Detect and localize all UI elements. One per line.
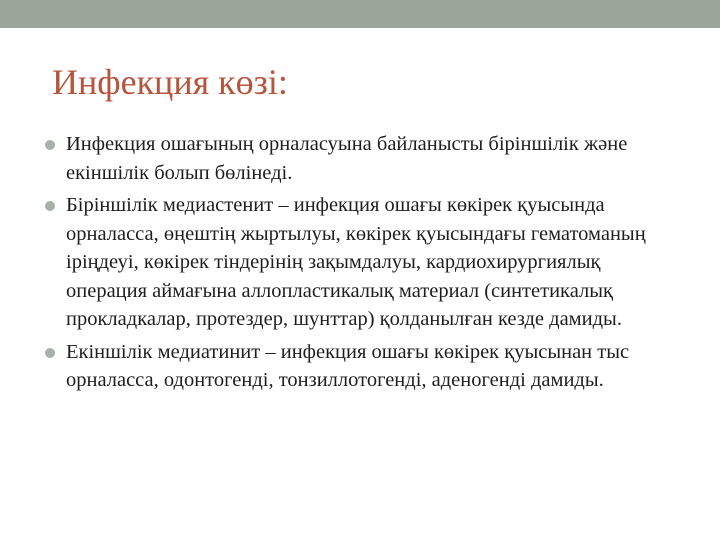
bullet-text: Біріншілік медиастенит – инфекция ошағы көкірек қуысында орналасса, өңештің жыртылуы, көкірек қуысындағы гематоманың іріңдеуі, көкірек тіндерінің зақымдалуы, кардиохирургиялық операция аймағына аллопластикалық материал (синтетикалық прокладкалар, протездер, шунттар) қолданылған кезде дамиды. [66,194,646,330]
slide-top-bar [0,0,720,28]
bullet-list [44,130,684,399]
bullet-item [44,191,684,334]
bullet-text: Екіншілік медиатинит – инфекция ошағы көкірек қуысынан тыс орналасса, одонтогенді, тонзиллотогенді, аденогенді дамиды. [66,340,630,391]
bullet-dot-icon [45,348,55,358]
slide-title: Инфекция көзі: [52,62,288,102]
bullet-text: Инфекция ошағының орналасуына байланысты біріншілік және екіншілік болып бөлінеді. [66,133,628,184]
bullet-item [44,338,684,395]
bullet-dot-icon [45,140,55,150]
bullet-item [44,130,684,187]
bullet-dot-icon [45,201,55,211]
